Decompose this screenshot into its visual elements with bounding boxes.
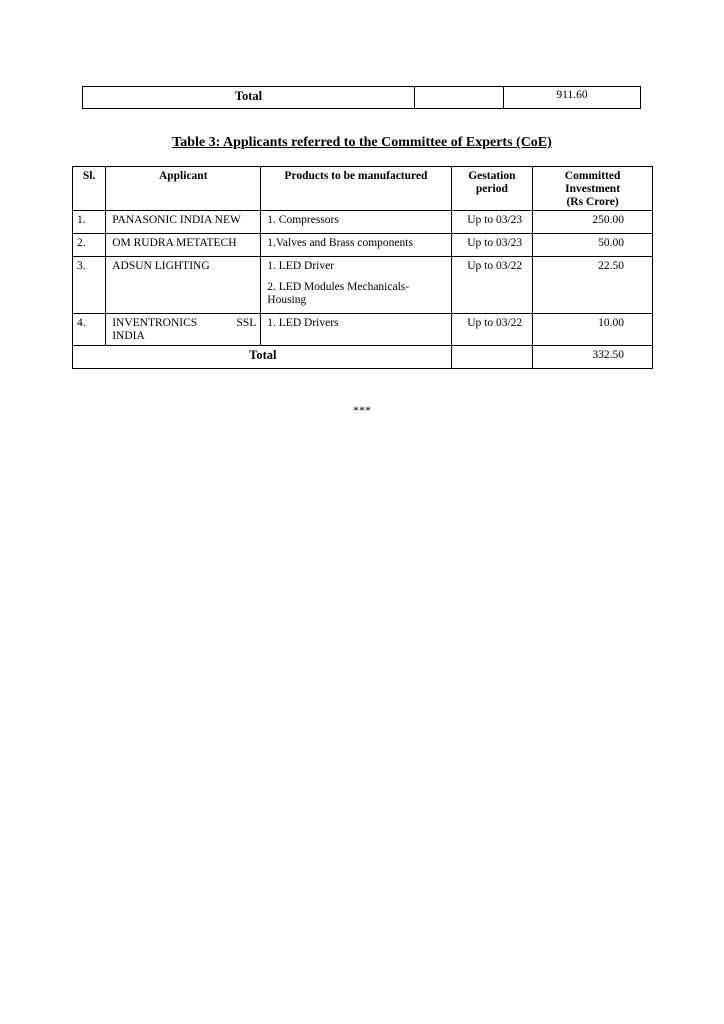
previous-table-total (82, 86, 641, 109)
applicant-word: INVENTRONICS (112, 317, 198, 329)
header-applicant: Applicant (106, 167, 261, 211)
cell-products: 1. Compressors (261, 211, 451, 234)
cell-sl: 2. (73, 234, 106, 257)
cell-applicant (106, 314, 261, 346)
applicant-line (112, 317, 256, 330)
header-investment-line1: Committed (564, 170, 621, 182)
applicant-line: INDIA (112, 330, 145, 342)
header-investment-line3: (Rs Crore) (566, 196, 619, 208)
total-label: Total (83, 87, 415, 109)
header-gestation-line1: Gestation (468, 170, 516, 182)
cell-gestation: Up to 03/23 (451, 234, 533, 257)
total-row (73, 346, 653, 369)
table-row (73, 314, 653, 346)
empty-cell (415, 87, 504, 109)
cell-sl: 1. (73, 211, 106, 234)
cell-gestation: Up to 03/23 (451, 211, 533, 234)
total-label: Total (73, 346, 452, 369)
cell-investment: 10.00 (533, 314, 653, 346)
product-line: 1. LED Driver (267, 260, 335, 272)
cell-investment: 250.00 (533, 211, 653, 234)
cell-investment: 50.00 (533, 234, 653, 257)
header-investment (533, 167, 653, 211)
table-title: Table 3: Applicants referred to the Committee of Experts (CoE) (172, 135, 552, 150)
product-line: 2. LED Modules Mechanicals-Housing (267, 281, 410, 306)
cell-applicant: ADSUN LIGHTING (106, 257, 261, 314)
header-row (73, 167, 653, 211)
header-investment-line2: Investment (565, 183, 621, 195)
header-gestation (451, 167, 533, 211)
cell-applicant: OM RUDRA METATECH (106, 234, 261, 257)
cell-applicant: PANASONIC INDIA NEW (106, 211, 261, 234)
header-products: Products to be manufactured (261, 167, 451, 211)
end-marker: *** (353, 403, 371, 417)
cell-sl: 3. (73, 257, 106, 314)
table-row (73, 211, 653, 234)
total-value: 911.60 (504, 87, 641, 109)
cell-gestation: Up to 03/22 (451, 314, 533, 346)
empty-cell (451, 346, 533, 369)
total-value: 332.50 (533, 346, 653, 369)
applicant-word: SSL (236, 317, 257, 329)
cell-products (261, 257, 451, 314)
header-gestation-line2: period (475, 183, 508, 195)
table-row (73, 234, 653, 257)
cell-investment: 22.50 (533, 257, 653, 314)
cell-products: 1.Valves and Brass components (261, 234, 451, 257)
table-row (83, 87, 641, 109)
cell-gestation: Up to 03/22 (451, 257, 533, 314)
cell-sl: 4. (73, 314, 106, 346)
cell-products: 1. LED Drivers (261, 314, 451, 346)
coe-applicants-table (72, 166, 653, 369)
header-sl: Sl. (73, 167, 106, 211)
table-row (73, 257, 653, 314)
